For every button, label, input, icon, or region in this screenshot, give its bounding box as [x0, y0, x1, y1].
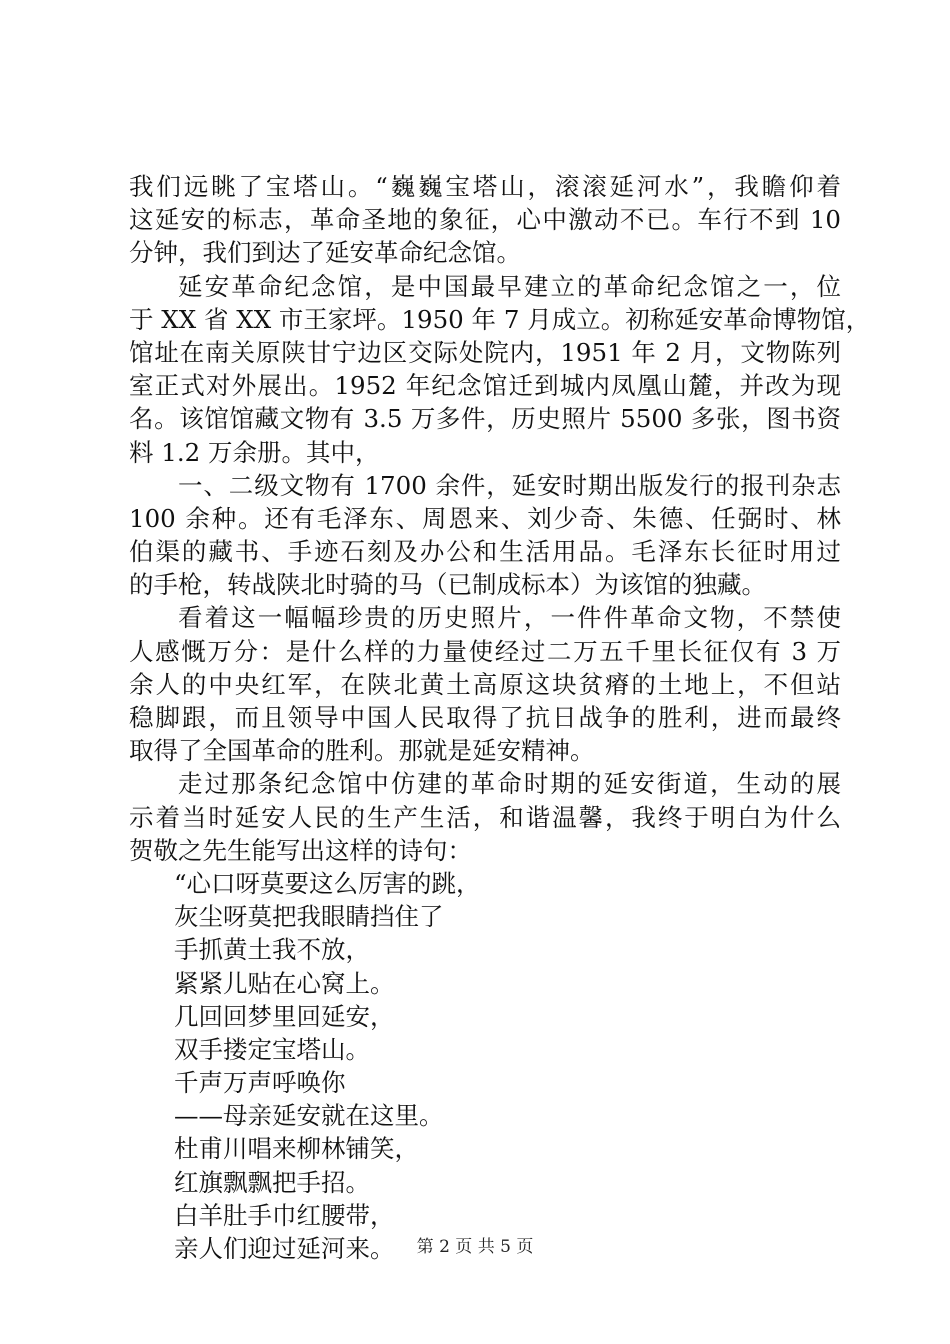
poem-line: ——母亲延安就在这里。 — [174, 1101, 444, 1131]
text-line: 稳脚跟，而且领导中国人民取得了抗日战争的胜利，进而最终 — [129, 703, 841, 732]
text-line: 取得了全国革命的胜利。那就是延安精神。 — [129, 736, 595, 766]
poem-line: 杜甫川唱来柳林铺笑， — [174, 1134, 419, 1164]
poem-line: 灰尘呀莫把我眼睛挡住了 — [174, 902, 444, 932]
paragraph-first-line: 一、二级文物有 1700 余件，延安时期出版发行的报刊杂志 — [178, 470, 841, 500]
paragraph-first-line: 看着这一幅幅珍贵的历史照片，一件件革命文物，不禁使 — [178, 603, 841, 633]
text-line: 贺敬之先生能写出这样的诗句： — [129, 835, 472, 865]
text-line: 分钟，我们到达了延安革命纪念馆。 — [129, 238, 521, 268]
poem-line: “心口呀莫要这么厉害的跳， — [174, 868, 481, 898]
text-line: 伯渠的藏书、手迹石刻及办公和生活用品。毛泽东长征时用过 — [129, 537, 841, 567]
poem-line: 白羊肚手巾红腰带， — [174, 1200, 395, 1230]
text-line: 余人的中央红军，在陕北黄土高原这块贫瘠的土地上，不但站 — [129, 669, 841, 699]
poem-line: 紧紧儿贴在心窝上。 — [174, 968, 395, 998]
paragraph-first-line: 延安革命纪念馆，是中国最早建立的革命纪念馆之一，位 — [178, 271, 841, 301]
text-line: 名。该馆馆藏文物有 3.5 万多件，历史照片 5500 多张，图书资 — [129, 404, 841, 434]
text-line: 室正式对外展出。1952 年纪念馆迁到城内凤凰山麓，并改为现 — [129, 371, 841, 401]
text-line: 我们远眺了宝塔山。“巍巍宝塔山，滚滚延河水”，我瞻仰着 — [129, 172, 841, 201]
poem-line: 手抓黄土我不放， — [174, 935, 370, 965]
text-line: 示着当时延安人民的生产生活，和谐温馨，我终于明白为什么 — [129, 802, 841, 832]
text-line: 料 1.2 万余册。其中， — [129, 437, 380, 467]
poem-line: 几回回梦里回延安， — [174, 1001, 395, 1031]
text-line: 这延安的标志，革命圣地的象征，心中激动不已。车行不到 10 — [129, 205, 841, 235]
text-line: 100 余种。还有毛泽东、周恩来、刘少奇、朱德、任弼时、林 — [129, 503, 841, 533]
poem-line: 红旗飘飘把手招。 — [174, 1167, 370, 1197]
poem-line: 亲人们迎过延河来。 — [174, 1234, 395, 1263]
paragraph-first-line: 走过那条纪念馆中仿建的革命时期的延安街道，生动的展 — [178, 769, 841, 799]
body-text — [129, 170, 871, 1265]
text-line: 于 XX 省 XX 市王家坪。1950 年 7 月成立。初称延安革命博物馆， — [129, 304, 871, 334]
poem-line: 双手搂定宝塔山。 — [174, 1034, 370, 1064]
page-number-footer: 第 2 页 共 5 页 — [416, 1237, 534, 1257]
poem-line: 千声万声呼唤你 — [174, 1068, 346, 1098]
text-line: 的手枪，转战陕北时骑的马（已制成标本）为该馆的独藏。 — [129, 570, 766, 600]
text-line: 人感慨万分：是什么样的力量使经过二万五千里长征仅有 3 万 — [129, 636, 841, 666]
text-line: 馆址在南关原陕甘宁边区交际处院内，1951 年 2 月，文物陈列 — [129, 337, 841, 367]
